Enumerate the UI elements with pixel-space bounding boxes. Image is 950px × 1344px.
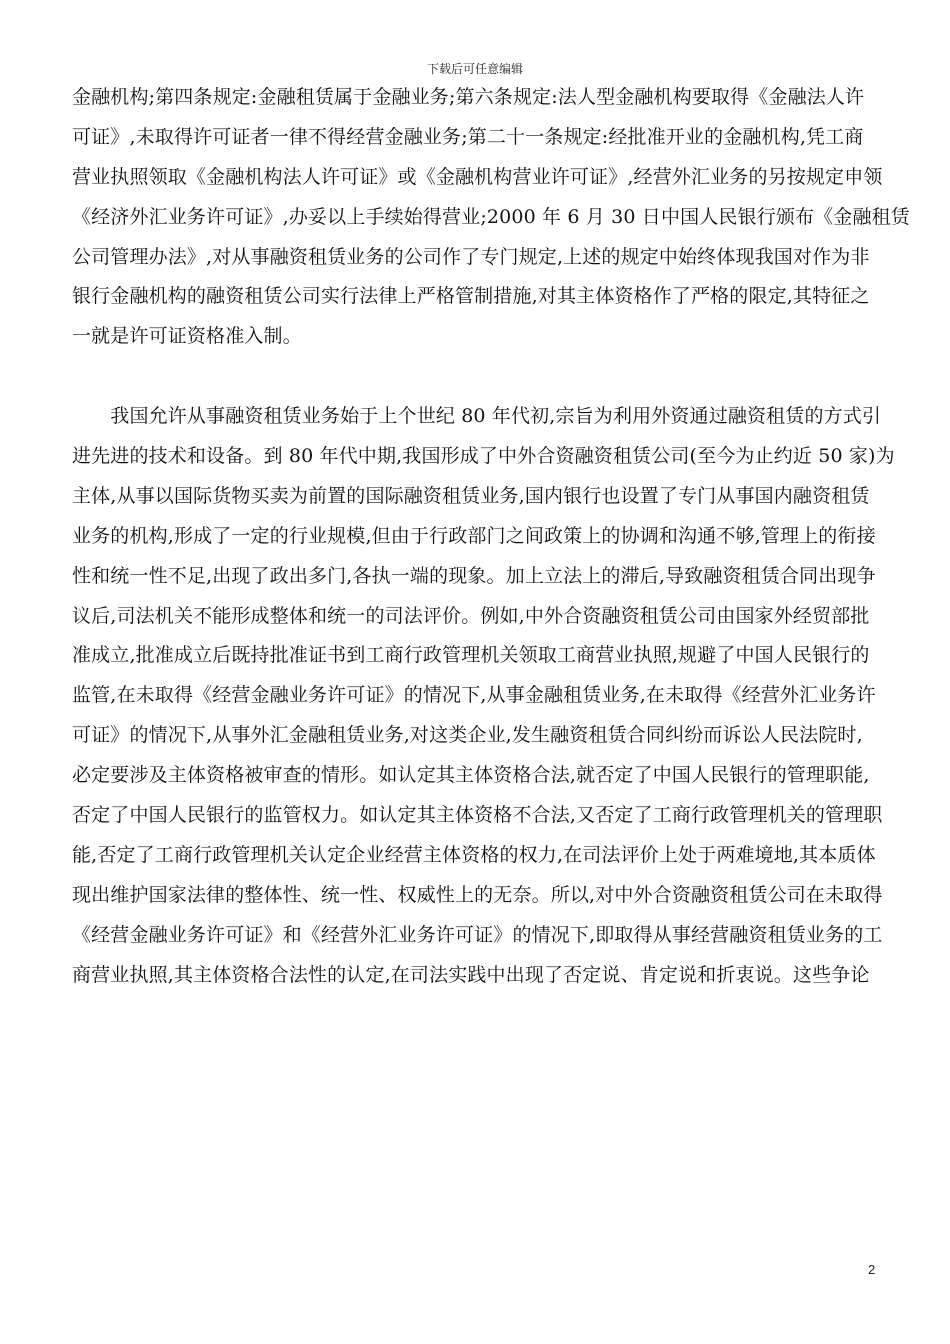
text-line: 商营业执照,其主体资格合法性的认定,在司法实践中出现了否定说、肯定说和折衷说。这些争论 — [72, 963, 870, 986]
paragraph-spacer — [72, 357, 880, 397]
text-line: 公司管理办法》,对从事融资租赁业务的公司作了专门规定,上述的规定中始终体现我国对作为非 — [72, 245, 870, 268]
page-header: 下载后可任意编辑 — [426, 62, 523, 76]
text-line: 金融机构;第四条规定:金融租赁属于金融业务;第六条规定:法人型金融机构要取得《金融法人许 — [72, 86, 865, 108]
document-body — [72, 78, 910, 995]
text-line: 主体,从事以国际货物买卖为前置的国际融资租赁业务,国内银行也设置了专门从事国内融资租赁 — [72, 484, 870, 507]
text-line: 议后,司法机关不能形成整体和统一的司法评价。例如,中外合资融资租赁公司由国家外经贸部批 — [72, 604, 870, 627]
text-line: 能,否定了工商行政管理机关认定企业经营主体资格的权力,在司法评价上处于两难境地,其本质体 — [72, 843, 876, 866]
page-number: 2 — [868, 1262, 876, 1277]
text-line: 准成立,批准成立后既持批准证书到工商行政管理机关领取工商营业执照,规避了中国人民银行的 — [72, 644, 870, 667]
text-line: 可证》的情况下,从事外汇金融租赁业务,对这类企业,发生融资租赁合同纠纷而诉讼人民法院时, — [72, 724, 863, 747]
text-line: 银行金融机构的融资租赁公司实行法律上严格管制措施,对其主体资格作了严格的限定,其特征之 — [72, 285, 870, 308]
text-line: 现出维护国家法律的整体性、统一性、权威性上的无奈。所以,对中外合资融资租赁公司在未取得 — [72, 883, 883, 906]
paragraph — [72, 397, 895, 995]
text-line: 我国允许从事融资租赁业务始于上个世纪 80 年代初,宗旨为利用外资通过融资租赁的方式引 — [72, 405, 882, 428]
text-line: 《经营金融业务许可证》和《经营外汇业务许可证》的情况下,即取得从事经营融资租赁业务的工 — [72, 923, 883, 946]
text-line: 营业执照领取《金融机构法人许可证》或《金融机构营业许可证》,经营外汇业务的另按规定申领 — [72, 165, 883, 188]
text-line: 一就是许可证资格准入制。 — [72, 325, 302, 348]
text-line: 进先进的技术和设备。到 80 年代中期,我国形成了中外合资融资租赁公司(至今为止约近 50 家)为 — [72, 445, 895, 468]
text-line: 性和统一性不足,出现了政出多门,各执一端的现象。加上立法上的滞后,导致融资租赁合同出现争 — [72, 564, 876, 587]
text-line: 否定了中国人民银行的监管权力。如认定其主体资格不合法,又否定了工商行政管理机关的管理职 — [72, 804, 883, 827]
text-line: 可证》,未取得许可证者一律不得经营金融业务;第二十一条规定:经批准开业的金融机构,凭工商 — [72, 125, 864, 148]
text-line: 必定要涉及主体资格被审查的情形。如认定其主体资格合法,就否定了中国人民银行的管理职能, — [72, 764, 870, 787]
paragraph — [72, 78, 910, 357]
text-line: 《经济外汇业务许可证》,办妥以上手续始得营业;2000 年 6 月 30 日中国人民银行颁布《金融租赁 — [72, 205, 910, 228]
text-line: 监管,在未取得《经营金融业务许可证》的情况下,从事金融租赁业务,在未取得《经营外汇业务许 — [72, 684, 876, 707]
text-line: 业务的机构,形成了一定的行业规模,但由于行政部门之间政策上的协调和沟通不够,管理上的衔接 — [72, 524, 876, 547]
